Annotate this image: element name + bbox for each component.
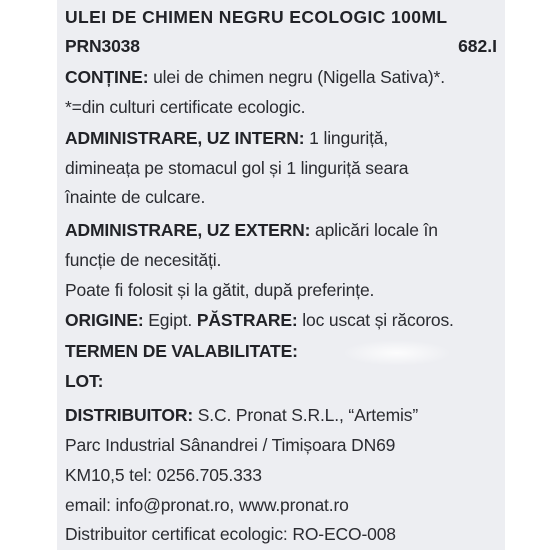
storage-text: loc uscat și răcoros. <box>297 310 454 330</box>
distributor-label: DISTRIBUITOR: <box>65 405 194 425</box>
internal-use-continued-1: dimineața pe stomacul gol și 1 linguriță seara <box>65 158 409 178</box>
smudge <box>342 340 452 366</box>
internal-use-text: 1 linguriță, <box>304 128 389 148</box>
expiry-label: TERMEN DE VALABILITATE: <box>65 341 298 361</box>
product-label <box>57 0 505 550</box>
origin-text: Egipt. <box>143 310 197 330</box>
batch-code: 682.I <box>458 36 497 56</box>
lot-label: LOT: <box>65 371 104 391</box>
contents-text: ulei de chimen negru (Nigella Sativa)*. <box>148 67 445 87</box>
origin-storage-line <box>65 309 454 331</box>
external-use-continued: funcție de necesități. <box>65 250 222 270</box>
distributor-text: S.C. Pronat S.R.L., “Artemis” <box>193 405 419 425</box>
address-line: Parc Industrial Sânandrei / Timișoara DN69 <box>65 435 396 455</box>
ecologic-note: *=din culturi certificate ecologic. <box>65 97 306 117</box>
external-use-label: ADMINISTRARE, UZ EXTERN: <box>65 220 311 240</box>
contents-label: CONȚINE: <box>65 67 149 87</box>
external-use-line <box>65 219 438 241</box>
product-code: PRN3038 <box>65 36 140 56</box>
internal-use-line <box>65 127 388 149</box>
contents-line <box>65 66 445 88</box>
distributor-line <box>65 404 418 426</box>
storage-label: PĂSTRARE: <box>196 310 298 330</box>
product-title: ULEI DE CHIMEN NEGRU ECOLOGIC 100ML <box>65 7 448 27</box>
origin-label: ORIGINE: <box>65 310 144 330</box>
internal-use-continued-2: înainte de culcare. <box>65 187 206 207</box>
external-use-text: aplicări locale în <box>310 220 438 240</box>
internal-use-label: ADMINISTRARE, UZ INTERN: <box>65 128 305 148</box>
contact-line: email: info@pronat.ro, www.pronat.ro <box>65 495 349 515</box>
phone-line: KM10,5 tel: 0256.705.333 <box>65 465 262 485</box>
cooking-note: Poate fi folosit și la gătit, după preferințe. <box>65 280 375 300</box>
certification-line: Distribuitor certificat ecologic: RO-ECO-008 <box>65 524 396 544</box>
